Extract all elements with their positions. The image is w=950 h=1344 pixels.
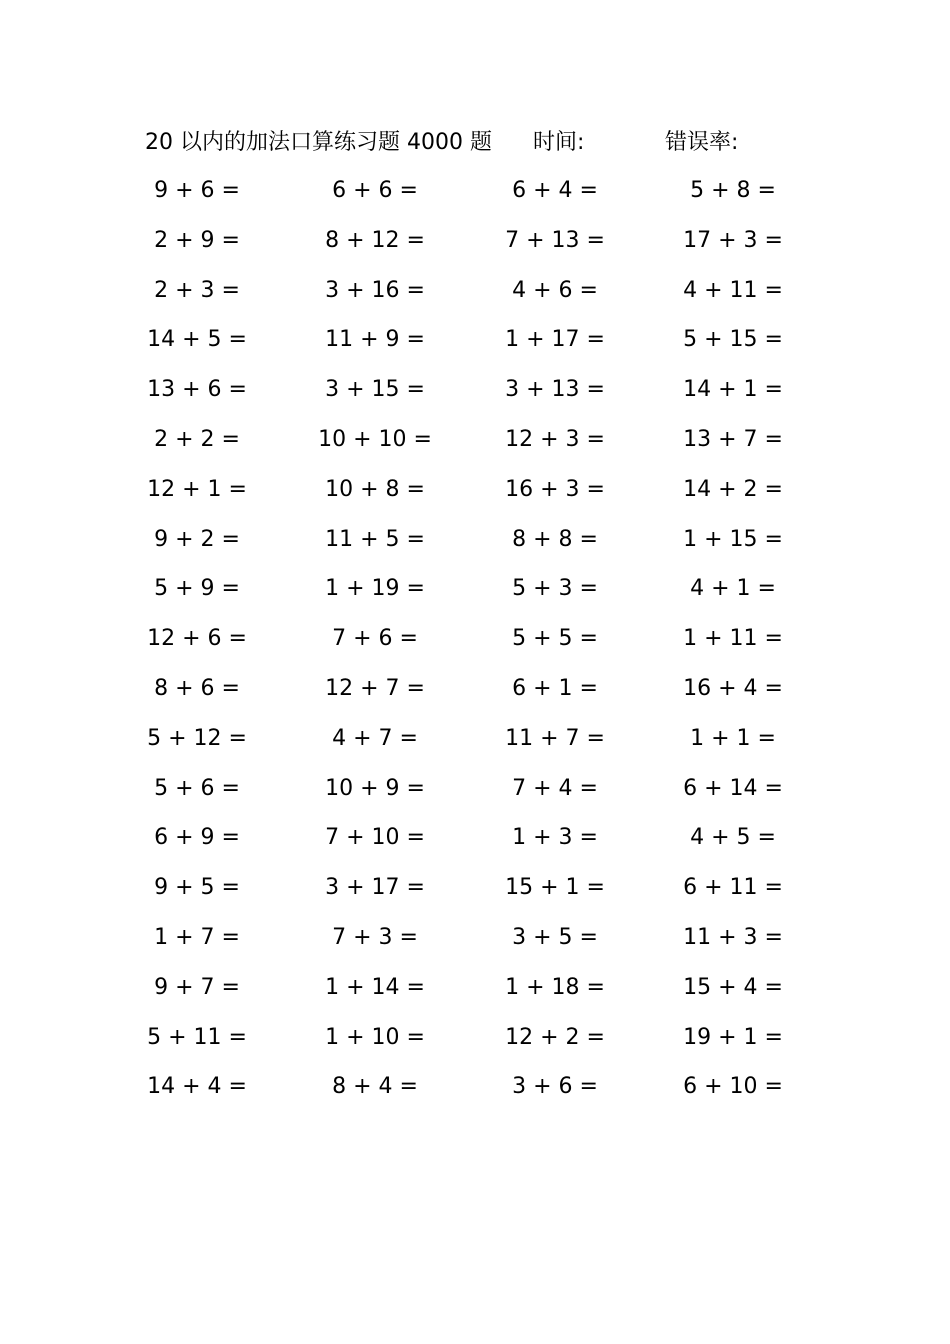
- problem-cell: 5 + 11 =: [147, 1024, 247, 1050]
- problem-cell: 12 + 6 =: [147, 626, 247, 652]
- error-rate-label: 错误率:: [665, 130, 739, 155]
- problem-cell: 19 + 1 =: [683, 1024, 783, 1050]
- problem-cell: 8 + 6 =: [154, 675, 240, 701]
- problem-grid: [0, 170, 950, 1116]
- problem-cell: 6 + 1 =: [512, 675, 598, 701]
- problem-cell: 10 + 8 =: [325, 476, 425, 502]
- problem-row: [0, 469, 950, 519]
- problem-cell: 3 + 13 =: [505, 377, 605, 403]
- problem-cell: 2 + 9 =: [154, 227, 240, 253]
- problem-cell: 3 + 6 =: [512, 1074, 598, 1100]
- problem-row: [0, 618, 950, 668]
- problem-row: [0, 419, 950, 469]
- problem-row: [0, 817, 950, 867]
- problem-row: [0, 718, 950, 768]
- problem-cell: 10 + 9 =: [325, 775, 425, 801]
- problem-cell: 7 + 10 =: [325, 825, 425, 851]
- problem-row: [0, 270, 950, 320]
- problem-cell: 10 + 10 =: [318, 426, 432, 452]
- problem-cell: 14 + 4 =: [147, 1074, 247, 1100]
- problem-row: [0, 668, 950, 718]
- problem-cell: 5 + 9 =: [154, 576, 240, 602]
- problem-cell: 9 + 7 =: [154, 974, 240, 1000]
- time-label: 时间:: [533, 130, 585, 155]
- problem-row: [0, 220, 950, 270]
- problem-row: [0, 369, 950, 419]
- problem-cell: 1 + 15 =: [683, 526, 783, 552]
- problem-cell: 8 + 4 =: [332, 1074, 418, 1100]
- problem-row: [0, 1066, 950, 1116]
- problem-cell: 3 + 5 =: [512, 924, 598, 950]
- problem-cell: 6 + 10 =: [683, 1074, 783, 1100]
- problem-cell: 6 + 11 =: [683, 875, 783, 901]
- problem-cell: 11 + 3 =: [683, 924, 783, 950]
- problem-cell: 1 + 7 =: [154, 924, 240, 950]
- problem-cell: 1 + 1 =: [690, 725, 776, 751]
- problem-cell: 13 + 7 =: [683, 426, 783, 452]
- problem-row: [0, 867, 950, 917]
- problem-cell: 2 + 3 =: [154, 277, 240, 303]
- problem-row: [0, 967, 950, 1017]
- problem-cell: 15 + 4 =: [683, 974, 783, 1000]
- problem-cell: 5 + 8 =: [690, 178, 776, 203]
- problem-cell: 3 + 16 =: [325, 277, 425, 303]
- problem-cell: 14 + 1 =: [683, 377, 783, 403]
- problem-cell: 1 + 19 =: [325, 576, 425, 602]
- problem-cell: 3 + 15 =: [325, 377, 425, 403]
- problem-cell: 1 + 18 =: [505, 974, 605, 1000]
- problem-cell: 6 + 9 =: [154, 825, 240, 851]
- problem-cell: 17 + 3 =: [683, 227, 783, 253]
- problem-cell: 11 + 9 =: [325, 327, 425, 353]
- problem-cell: 7 + 13 =: [505, 227, 605, 253]
- problem-row: [0, 917, 950, 967]
- problem-cell: 5 + 6 =: [154, 775, 240, 801]
- problem-cell: 4 + 11 =: [683, 277, 783, 303]
- problem-cell: 4 + 5 =: [690, 825, 776, 851]
- problem-cell: 15 + 1 =: [505, 875, 605, 901]
- problem-cell: 1 + 11 =: [683, 626, 783, 652]
- problem-cell: 1 + 10 =: [325, 1024, 425, 1050]
- problem-cell: 6 + 14 =: [683, 775, 783, 801]
- problem-row: [0, 519, 950, 569]
- problem-cell: 14 + 2 =: [683, 476, 783, 502]
- problem-cell: 7 + 4 =: [512, 775, 598, 801]
- problem-cell: 5 + 3 =: [512, 576, 598, 602]
- problem-cell: 4 + 1 =: [690, 576, 776, 602]
- problem-cell: 11 + 7 =: [505, 725, 605, 751]
- problem-cell: 1 + 17 =: [505, 327, 605, 353]
- problem-cell: 16 + 4 =: [683, 675, 783, 701]
- problem-cell: 4 + 6 =: [512, 277, 598, 303]
- worksheet-title: 20 以内的加法口算练习题 4000 题: [145, 130, 492, 155]
- problem-cell: 12 + 2 =: [505, 1024, 605, 1050]
- problem-cell: 7 + 6 =: [332, 626, 418, 652]
- problem-cell: 7 + 3 =: [332, 924, 418, 950]
- problem-cell: 5 + 15 =: [683, 327, 783, 353]
- problem-cell: 1 + 3 =: [512, 825, 598, 851]
- problem-row: [0, 1017, 950, 1067]
- problem-row: [0, 568, 950, 618]
- problem-cell: 13 + 6 =: [147, 377, 247, 403]
- problem-cell: 6 + 6 =: [332, 178, 418, 203]
- problem-cell: 12 + 3 =: [505, 426, 605, 452]
- problem-cell: 8 + 8 =: [512, 526, 598, 552]
- problem-cell: 16 + 3 =: [505, 476, 605, 502]
- problem-cell: 12 + 1 =: [147, 476, 247, 502]
- problem-cell: 4 + 7 =: [332, 725, 418, 751]
- problem-cell: 9 + 5 =: [154, 875, 240, 901]
- problem-cell: 5 + 12 =: [147, 725, 247, 751]
- problem-cell: 9 + 2 =: [154, 526, 240, 552]
- problem-row: [0, 319, 950, 369]
- problem-cell: 8 + 12 =: [325, 227, 425, 253]
- problem-cell: 6 + 4 =: [512, 178, 598, 203]
- worksheet-header: [145, 126, 845, 160]
- problem-cell: 9 + 6 =: [154, 178, 240, 203]
- problem-cell: 11 + 5 =: [325, 526, 425, 552]
- problem-row: [0, 170, 950, 220]
- problem-cell: 5 + 5 =: [512, 626, 598, 652]
- problem-cell: 14 + 5 =: [147, 327, 247, 353]
- problem-cell: 2 + 2 =: [154, 426, 240, 452]
- problem-row: [0, 768, 950, 818]
- problem-cell: 12 + 7 =: [325, 675, 425, 701]
- problem-cell: 3 + 17 =: [325, 875, 425, 901]
- problem-cell: 1 + 14 =: [325, 974, 425, 1000]
